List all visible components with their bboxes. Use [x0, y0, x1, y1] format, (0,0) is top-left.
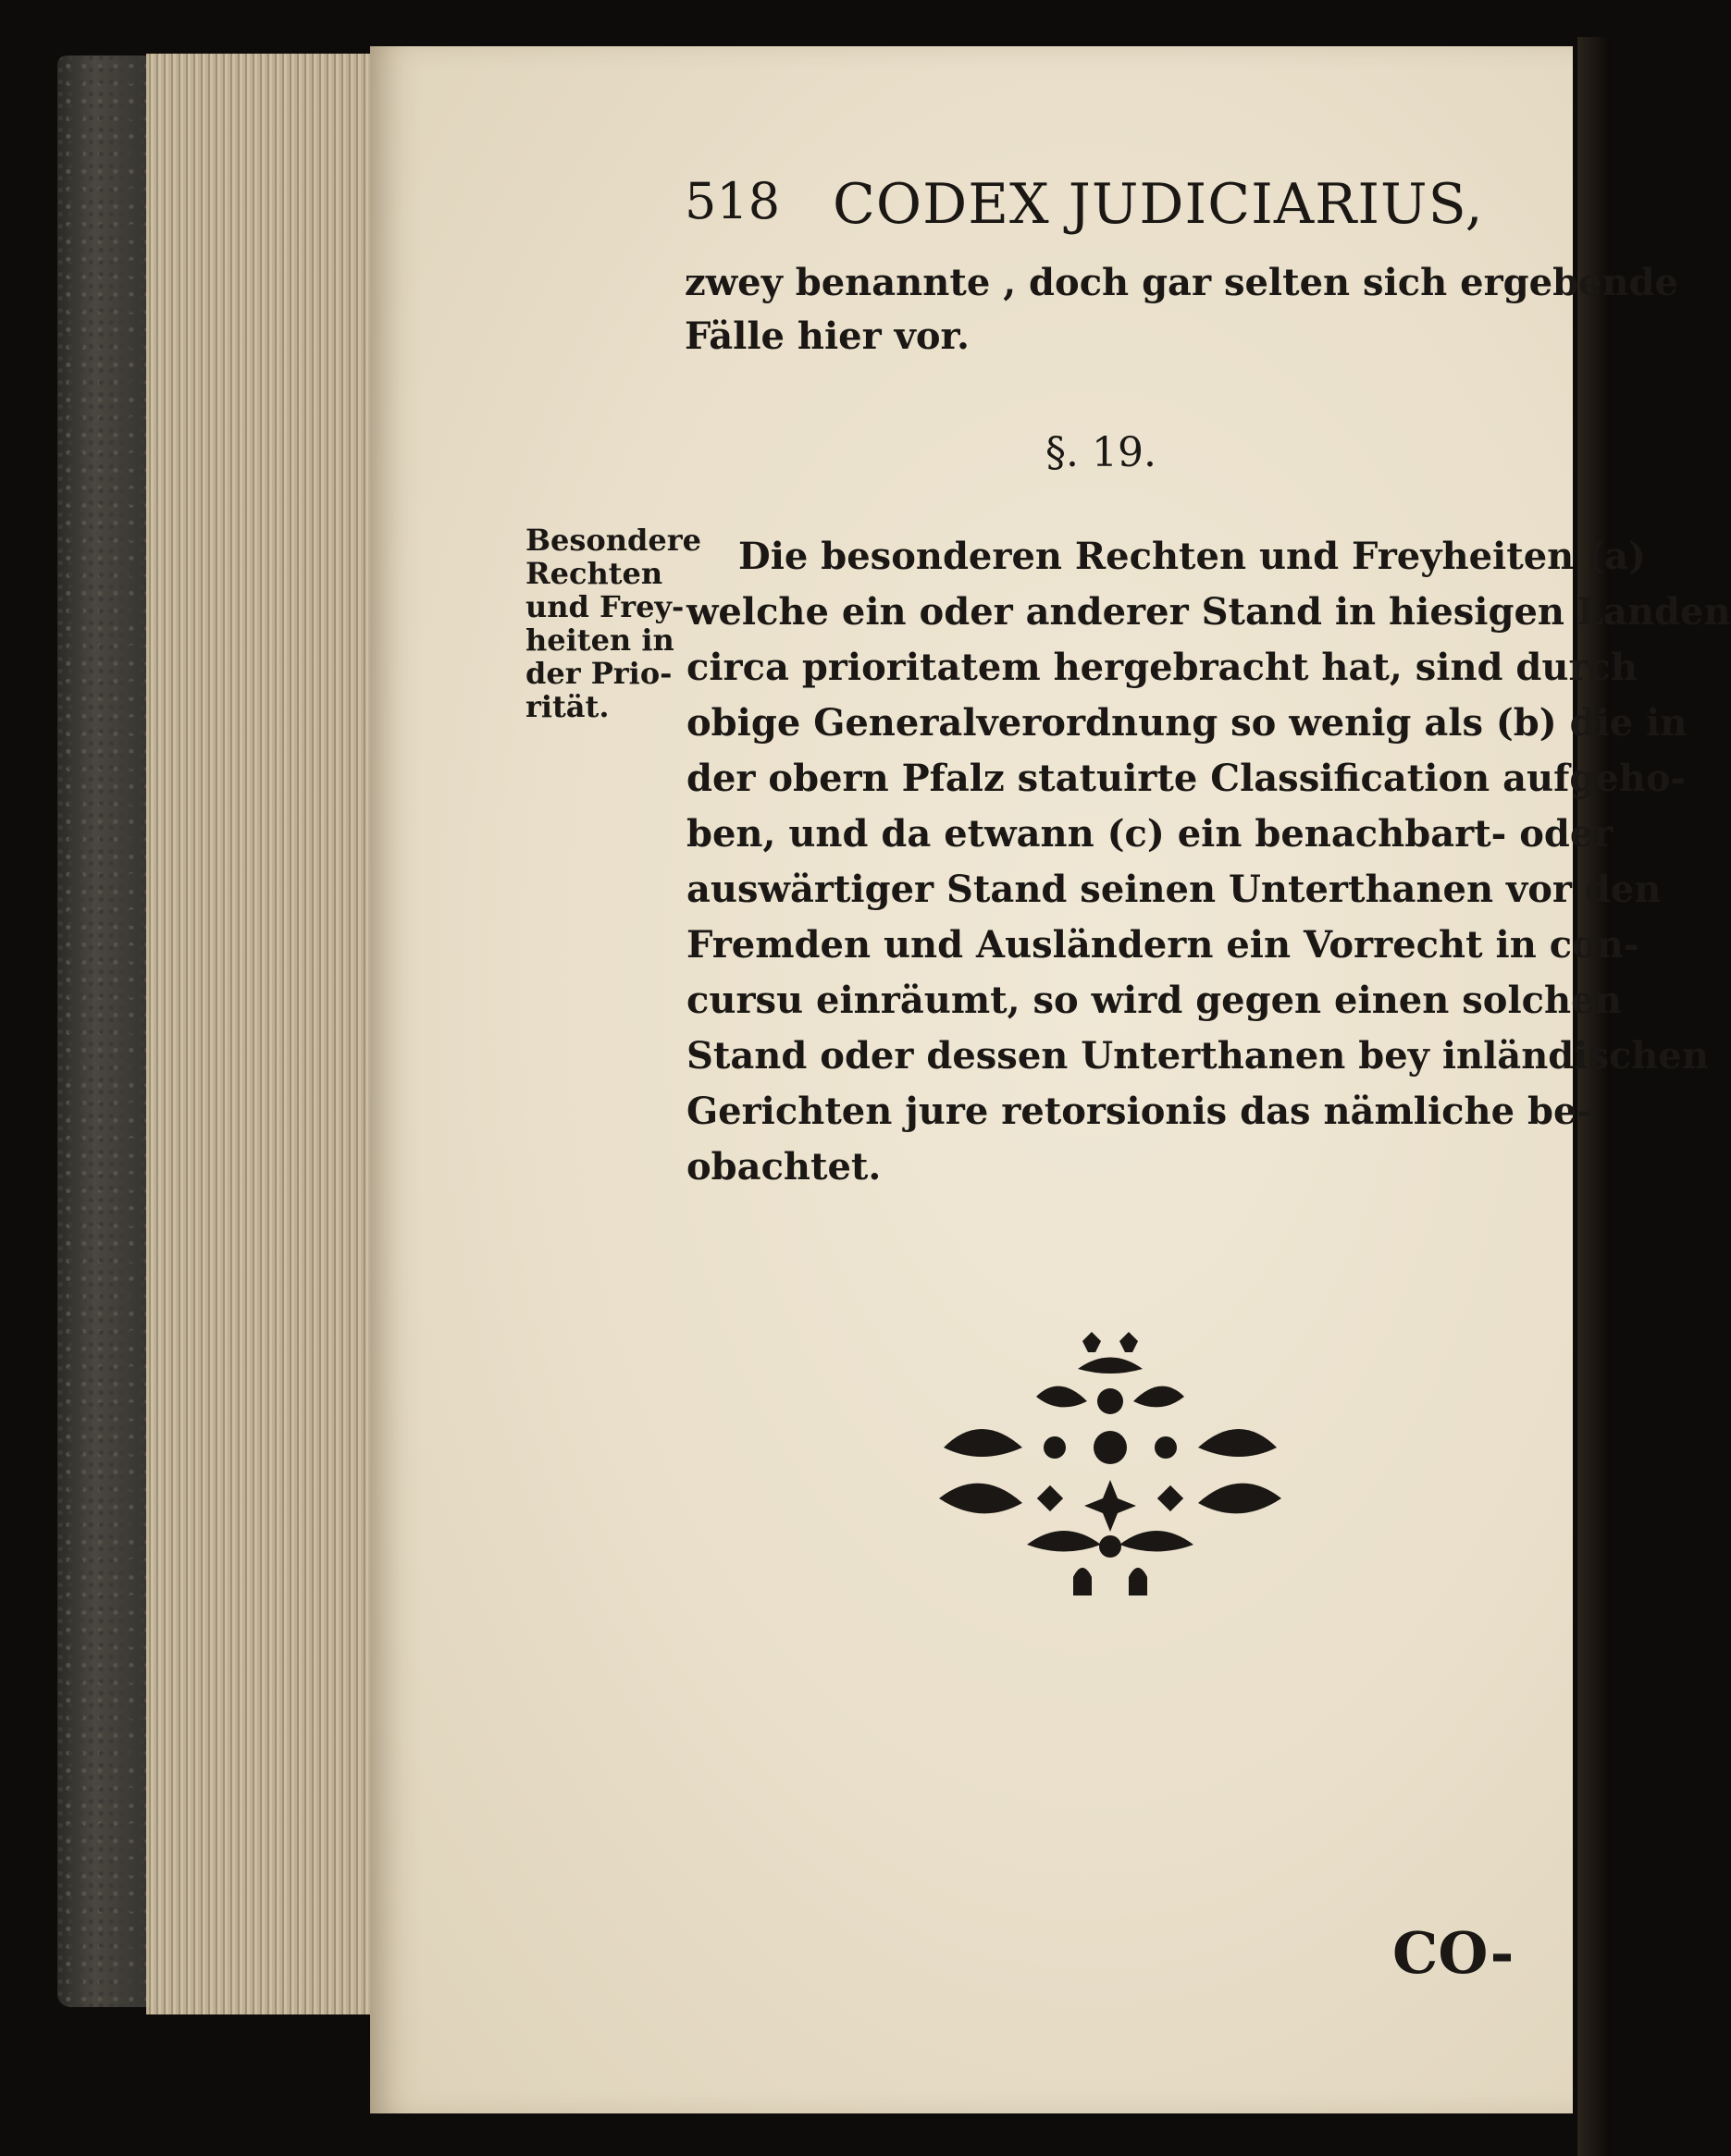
carryover-line: Fälle hier vor. [685, 314, 970, 358]
margin-note-line: Rechten [525, 556, 663, 591]
margin-note-line: und Frey- [525, 589, 685, 624]
body-line: circa prioritatem hergebracht hat, sind durch [686, 646, 1638, 689]
body-line: cursu einräumt, so wird gegen einen solchen [686, 979, 1622, 1022]
margin-note-line: rität. [525, 689, 610, 724]
body-line: ben, und da etwann (c) ein benachbart- oder [686, 812, 1614, 856]
margin-note-line: der Prio- [525, 656, 673, 691]
body-line: Stand oder dessen Unterthanen bey inländischen [686, 1034, 1709, 1078]
body-line: welche ein oder anderer Stand in hiesigen Landen [686, 590, 1731, 634]
printer-ornament-icon [925, 1332, 1295, 1609]
catchword: CO- [1392, 1919, 1515, 1987]
body-line: Die besonderen Rechten und Freyheiten (a) [738, 535, 1646, 578]
body-line: Fremden und Ausländern ein Vorrecht in con- [686, 923, 1639, 967]
margin-note-line: Besondere [525, 523, 701, 558]
page-edges [146, 54, 377, 2014]
carryover-line: zwey benannte , doch gar selten sich ergebende [685, 261, 1678, 304]
body-line: obige Generalverordnung so wenig als (b) die in [686, 701, 1688, 745]
book-spine [57, 55, 150, 2007]
body-line: obachtet. [686, 1145, 882, 1189]
body-line: der obern Pfalz statuirte Classification aufgeho- [686, 757, 1687, 800]
margin-note-line: heiten in [525, 622, 674, 658]
running-head: CODEX JUDICIARIUS, [833, 172, 1484, 237]
body-line: auswärtiger Stand seinen Unterthanen vor den [686, 868, 1662, 911]
body-line: Gerichten jure retorsionis das nämliche be- [686, 1090, 1593, 1133]
page-paper [370, 46, 1573, 2113]
page-number: 518 [685, 172, 781, 230]
section-mark: §. 19. [1045, 429, 1156, 476]
